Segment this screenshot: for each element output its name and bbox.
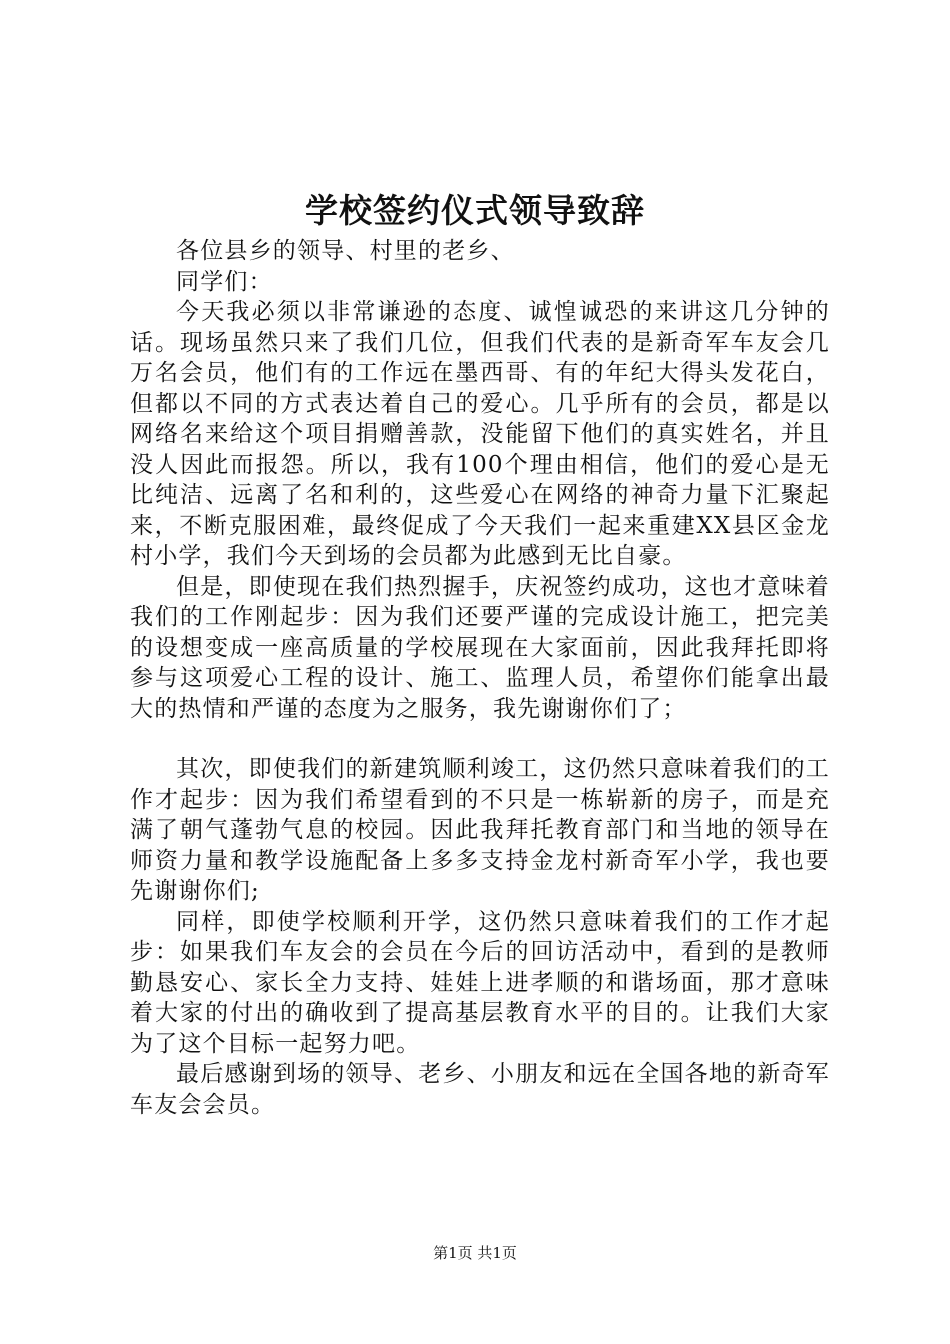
document-body: [130, 236, 830, 1120]
paragraph-first-point: 但是，即使现在我们热烈握手，庆祝签约成功，这也才意味着我们的工作刚起步：因为我们还要严谨的完成设计施工，把完美的设想变成一座高质量的学校展现在大家面前，因此我拜托即将参与这项爱心工程的设计、施工、监理人员，希望你们能拿出最大的热情和严谨的态度为之服务，我先谢谢你们了；: [130, 573, 830, 722]
salutation-line-1: 各位县乡的领导、村里的老乡、: [176, 238, 515, 264]
paragraph-second-point: 其次，即使我们的新建筑顺利竣工，这仍然只意味着我们的工作才起步：因为我们希望看到的不只是一栋崭新的房子，而是充满了朝气蓬勃气息的校园。因此我拜托教育部门和当地的领导在师资力量和教学设施配备上多多支持金龙村新奇军小学，我也要先谢谢你们;: [130, 756, 830, 904]
paragraph-opening: 今天我必须以非常谦逊的态度、诚惶诚恐的来讲这几分钟的话。现场虽然只来了我们几位，但我们代表的是新奇军车友会几万名会员，他们有的工作远在墨西哥、有的年纪大得头发花白，但都以不同的方式表达着自己的爱心。几乎所有的会员，都是以网络名来给这个项目捐赠善款，没能留下他们的真实姓名，并且没人因此而报怨。所以，我有100个理由相信，他们的爱心是无比纯洁、远离了名和利的，这些爱心在网络的神奇力量下汇聚起来，不断克服困难，最终促成了今天我们一起来重建XX县区金龙村小学，我们今天到场的会员都为此感到无比自豪。: [130, 299, 830, 569]
paragraph-closing: 最后感谢到场的领导、老乡、小朋友和远在全国各地的新奇军车友会会员。: [130, 1061, 830, 1118]
page-footer: 第1页 共1页: [433, 1244, 517, 1262]
document-title: 学校签约仪式领导致辞: [305, 191, 645, 230]
paragraph-third-point: 同样，即使学校顺利开学，这仍然只意味着我们的工作才起步：如果我们车友会的会员在今后的回访活动中，看到的是教师勤恳安心、家长全力支持、娃娃上进孝顺的和谐场面，那才意味着大家的付出的确收到了提高基层教育水平的目的。让我们大家为了这个目标一起努力吧。: [130, 908, 830, 1057]
salutation-line-2: 同学们：: [176, 268, 273, 295]
